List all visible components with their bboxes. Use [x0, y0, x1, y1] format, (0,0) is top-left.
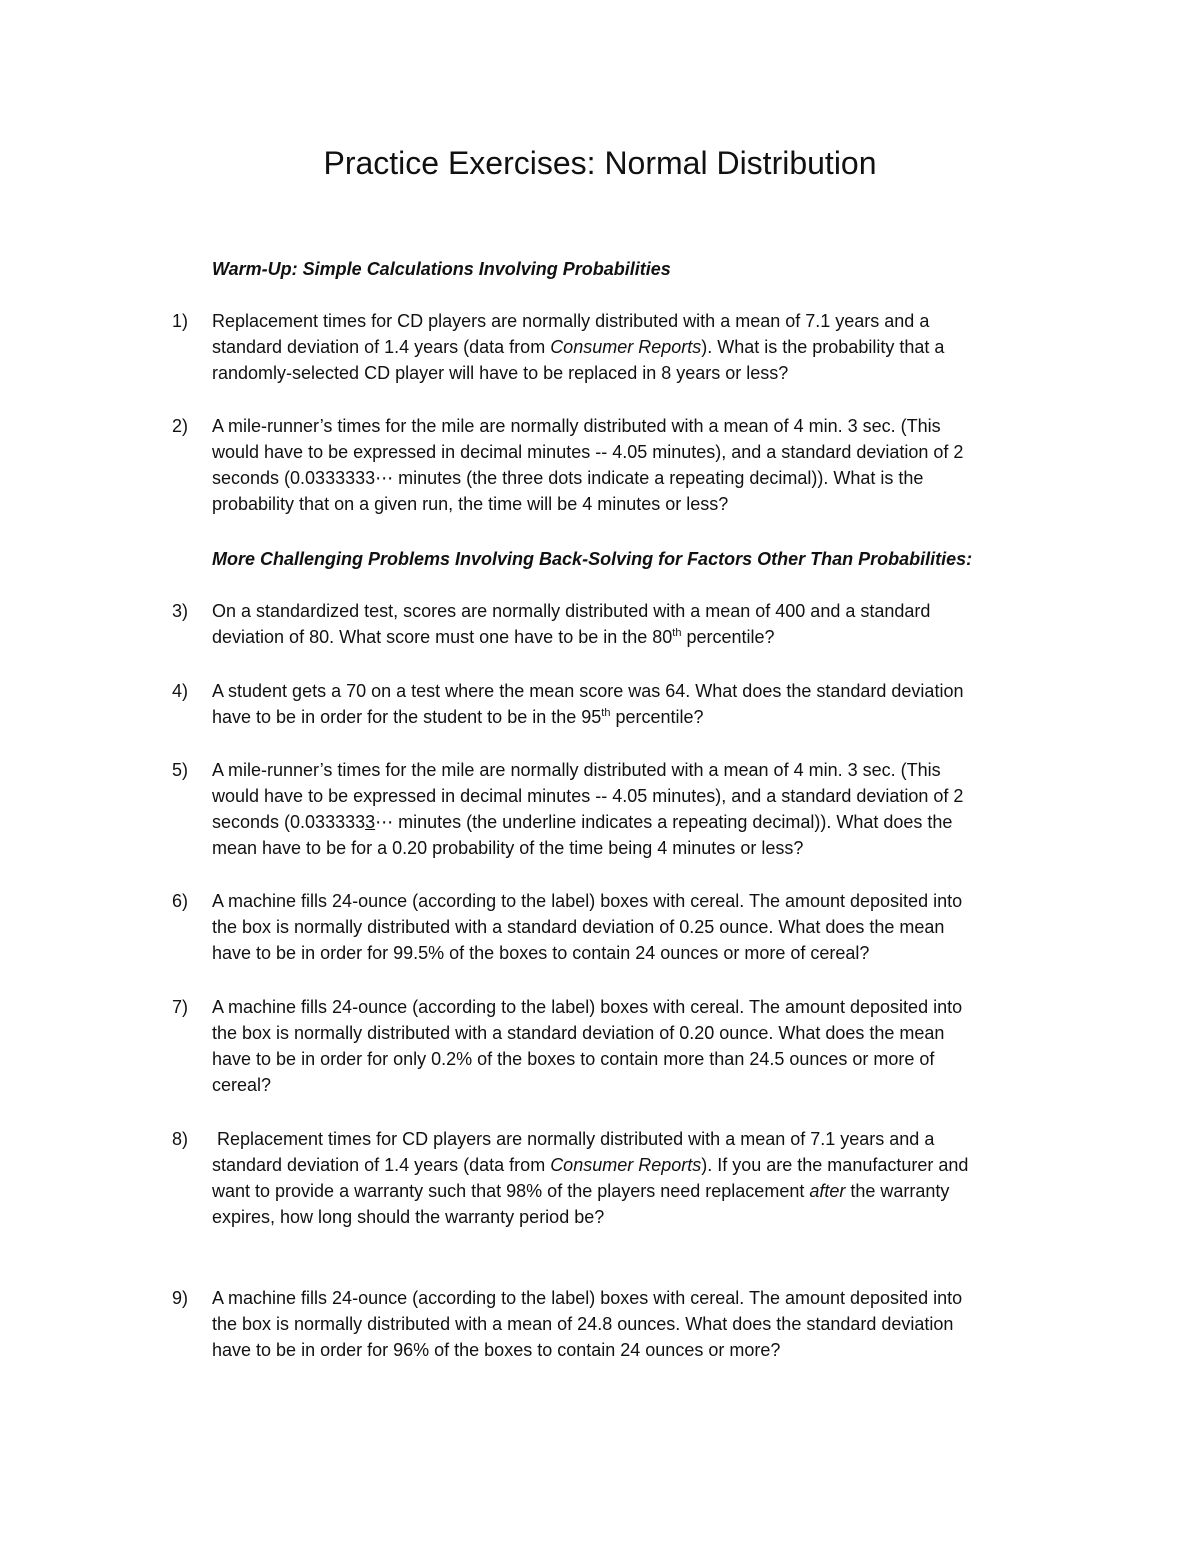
problem-line: mean have to be for a 0.20 probability of the time being 4 minutes or less? [212, 838, 804, 858]
problem-text [212, 757, 1072, 861]
problem-text [212, 413, 1072, 517]
problem-line: A machine fills 24-ounce (according to the label) boxes with cereal. The amount deposited into [212, 891, 963, 911]
problem-line: the box is normally distributed with a standard deviation of 0.25 ounce. What does the mean [212, 917, 945, 937]
problem-line: On a standardized test, scores are normally distributed with a mean of 400 and a standard [212, 601, 931, 621]
source-citation: Consumer Reports [550, 1155, 702, 1175]
problem-text [212, 1285, 1072, 1363]
problem-line: deviation of 80. What score must one have to be in the 80th percentile? [212, 627, 775, 647]
problem-line: have to be in order for the student to be in the 95th percentile? [212, 707, 704, 727]
problem-line: the box is normally distributed with a mean of 24.8 ounces. What does the standard deviation [212, 1314, 954, 1334]
problem-line: cereal? [212, 1075, 272, 1095]
problem-text [212, 1126, 1072, 1230]
problem-line: have to be in order for only 0.2% of the boxes to contain more than 24.5 ounces or more of [212, 1049, 935, 1069]
problem-number: 2) [172, 416, 189, 436]
problem-line: A student gets a 70 on a test where the mean score was 64. What does the standard deviation [212, 681, 964, 701]
problem-line: want to provide a warranty such that 98% of the players need replacement after the warranty [212, 1181, 950, 1201]
emphasis-after: after [809, 1181, 846, 1201]
problem-line: standard deviation of 1.4 years (data from Consumer Reports). If you are the manufacturer and [212, 1155, 969, 1175]
problem-line: Replacement times for CD players are normally distributed with a mean of 7.1 years and a [212, 311, 930, 331]
problem-number: 4) [172, 681, 189, 701]
problem-text [212, 678, 1072, 730]
problem-text [212, 888, 1072, 966]
problem-number: 9) [172, 1288, 189, 1308]
problem-text [212, 308, 1072, 386]
problem-text [212, 598, 1072, 650]
section-heading-challenging: More Challenging Problems Involving Back-Solving for Factors Other Than Probabilities: [212, 549, 973, 569]
problem-line: expires, how long should the warranty period be? [212, 1207, 605, 1227]
problem-line: have to be in order for 99.5% of the boxes to contain 24 ounces or more of cereal? [212, 943, 870, 963]
problem-line: probability that on a given run, the time will be 4 minutes or less? [212, 494, 729, 514]
problem-number: 7) [172, 997, 189, 1017]
problem-line: A machine fills 24-ounce (according to the label) boxes with cereal. The amount deposited into [212, 1288, 963, 1308]
problem-line: have to be in order for 96% of the boxes to contain 24 ounces or more? [212, 1340, 781, 1360]
problem-line: would have to be expressed in decimal minutes -- 4.05 minutes), and a standard deviation of 2 [212, 786, 964, 806]
problem-line: the box is normally distributed with a standard deviation of 0.20 ounce. What does the mean [212, 1023, 945, 1043]
page-title: Practice Exercises: Normal Distribution [323, 145, 877, 181]
problem-number: 8) [172, 1129, 189, 1149]
problem-line: Replacement times for CD players are normally distributed with a mean of 7.1 years and a [212, 1129, 935, 1149]
repeating-digit: 3 [365, 812, 376, 832]
problem-line: seconds (0.0333333⋯ minutes (the underline indicates a repeating decimal)). What does the [212, 812, 953, 832]
problem-line: seconds (0.0333333⋯ minutes (the three dots indicate a repeating decimal)). What is the [212, 468, 924, 488]
problem-number: 3) [172, 601, 189, 621]
problem-line: randomly-selected CD player will have to be replaced in 8 years or less? [212, 363, 789, 383]
problem-number: 1) [172, 311, 189, 331]
problem-number: 6) [172, 891, 189, 911]
problem-line: would have to be expressed in decimal minutes -- 4.05 minutes), and a standard deviation of 2 [212, 442, 964, 462]
problem-line: standard deviation of 1.4 years (data from Consumer Reports). What is the probability that a [212, 337, 945, 357]
problem-line: A machine fills 24-ounce (according to the label) boxes with cereal. The amount deposited into [212, 997, 963, 1017]
problem-line: A mile-runner’s times for the mile are normally distributed with a mean of 4 min. 3 sec. (This [212, 760, 941, 780]
source-citation: Consumer Reports [550, 337, 702, 357]
section-heading-warm-up: Warm-Up: Simple Calculations Involving Probabilities [212, 259, 671, 279]
problem-line: A mile-runner’s times for the mile are normally distributed with a mean of 4 min. 3 sec. (This [212, 416, 941, 436]
problem-number: 5) [172, 760, 189, 780]
problem-text [212, 994, 1072, 1098]
